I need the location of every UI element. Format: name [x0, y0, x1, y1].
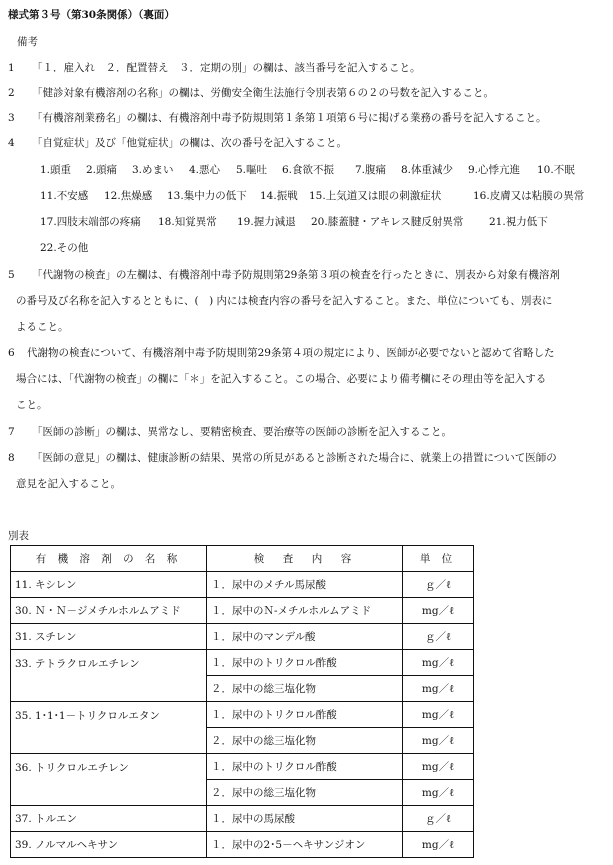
table-row — [11, 702, 474, 728]
table-row — [11, 598, 474, 624]
unit-cell: mg／ℓ — [403, 702, 474, 728]
note-text: 「自覚症状」及び「他覚症状」の欄は、次の番号を記入すること。 — [32, 137, 347, 149]
symptom-item: 21.視力低下 — [489, 216, 548, 228]
section-title: 備考 — [17, 36, 38, 48]
note-text: 代謝物の検査について、有機溶剤中毒予防規則第29条第４項の規定により、医師が必要でないと認めて省略した — [27, 347, 555, 359]
note-text: 「１．雇入れ ２．配置替え ３．定期の別」の欄は、該当番号を記入すること。 — [32, 62, 421, 74]
table-row — [11, 624, 474, 650]
note-number: 5 — [8, 269, 15, 281]
symptom-item: 1.頭重 — [40, 164, 72, 176]
note-text: こと。 — [16, 399, 48, 411]
form-title: 様式第３号（第30条関係）（裏面） — [8, 9, 175, 21]
symptom-item: 6.食欲不振 — [282, 164, 335, 176]
symptom-item: 10.不眠 — [537, 164, 575, 176]
test-item: １．尿中のＮ-メチルホルムアミド — [207, 598, 403, 624]
note-text: 「医師の診断」の欄は、異常なし、要精密検査、要治療等の医師の診断を記入すること。 — [32, 426, 452, 438]
symptom-item: 9.心悸亢進 — [468, 164, 521, 176]
note-number: 7 — [8, 426, 15, 438]
test-item: １．尿中のトリクロル酢酸 — [207, 650, 403, 676]
note-number: 6 — [8, 347, 15, 359]
solvent-name: 39. ノルマルヘキサン — [11, 832, 207, 858]
solvent-name: 30. Ｎ・Ｎ－ジメチルホルムアミド — [11, 598, 207, 624]
unit-cell: mg／ℓ — [403, 832, 474, 858]
note-text: 意見を記入すること。 — [16, 478, 121, 490]
symptom-item: 3.めまい — [132, 164, 174, 176]
test-item: １．尿中の馬尿酸 — [207, 806, 403, 832]
test-item: ２．尿中の総三塩化物 — [207, 676, 403, 702]
symptom-item: 15.上気道又は眼の刺激症状 — [309, 190, 442, 202]
symptom-item: 4.悪心 — [189, 164, 221, 176]
unit-cell: mg／ℓ — [403, 754, 474, 780]
symptom-item: 22.その他 — [40, 242, 89, 254]
table-row — [11, 832, 474, 858]
unit-cell: mg／ℓ — [403, 728, 474, 754]
note-number: 1 — [8, 62, 15, 74]
table-header-row — [11, 546, 474, 572]
solvent-name: 37. トルエン — [11, 806, 207, 832]
note-number: 8 — [8, 452, 15, 464]
symptom-item: 17.四肢末端部の疼痛 — [40, 216, 141, 228]
note-text: の番号及び名称を記入するとともに、( ) 内には検査内容の番号を記入すること。また、単位についても、別表に — [16, 295, 553, 307]
symptom-item: 11.不安感 — [40, 190, 89, 202]
table-row — [11, 572, 474, 598]
unit-cell: ｇ／ℓ — [403, 806, 474, 832]
column-header-test: 検 査 内 容 — [207, 546, 403, 572]
unit-cell: ｇ／ℓ — [403, 624, 474, 650]
symptom-item: 19.握力減退 — [237, 216, 296, 228]
note-text: 場合には、「代謝物の検査」の欄に「＊」を記入すること。この場合、必要により備考欄にその理由等を記入する — [16, 373, 547, 385]
column-header-solvent: 有 機 溶 剤 の 名 称 — [11, 546, 207, 572]
symptom-item: 13.集中力の低下 — [167, 190, 247, 202]
unit-cell: mg／ℓ — [403, 780, 474, 806]
unit-cell: ｇ／ℓ — [403, 572, 474, 598]
test-item: ２．尿中の総三塩化物 — [207, 728, 403, 754]
table-row — [11, 754, 474, 780]
note-text: 「健診対象有機溶剤の名称」の欄は、労働安全衛生法施行令別表第６の２の号数を記入すること。 — [32, 87, 494, 99]
unit-cell: mg／ℓ — [403, 598, 474, 624]
test-item: １．尿中の2･5－ヘキサンジオン — [207, 832, 403, 858]
symptom-item: 5.嘔吐 — [236, 164, 268, 176]
solvent-name: 33. テトラクロルエチレン — [11, 650, 207, 702]
symptom-item: 12.焦燥感 — [104, 190, 153, 202]
note-text: 「代謝物の検査」の左欄は、有機溶剤中毒予防規則第29条第３項の検査を行ったときに、別表から対象有機溶剤 — [32, 269, 560, 281]
solvent-name: 11. キシレン — [11, 572, 207, 598]
note-number: 2 — [8, 87, 15, 99]
table-row — [11, 806, 474, 832]
note-text: 「有機溶剤業務名」の欄は、有機溶剤中毒予防規則第１条第１項第６号に掲げる業務の番号を記入すること。 — [32, 112, 547, 124]
note-number: 4 — [8, 137, 15, 149]
table-row — [11, 650, 474, 676]
note-number: 3 — [8, 112, 15, 124]
column-header-unit: 単 位 — [403, 546, 474, 572]
unit-cell: mg／ℓ — [403, 676, 474, 702]
unit-cell: mg／ℓ — [403, 650, 474, 676]
test-item: １．尿中のトリクロル酢酸 — [207, 702, 403, 728]
solvent-name: 36. トリクロルエチレン — [11, 754, 207, 806]
symptom-item: 18.知覚異常 — [158, 216, 217, 228]
note-text: 「医師の意見」の欄は、健康診断の結果、異常の所見があると診断された場合に、就業上の措置について医師の — [32, 452, 557, 464]
test-item: ２．尿中の総三塩化物 — [207, 780, 403, 806]
symptom-item: 20.膝蓋腱・アキレス腱反射異常 — [311, 216, 464, 228]
symptom-item: 16.皮膚又は粘膜の異常 — [473, 190, 585, 202]
symptom-item: 2.頭痛 — [86, 164, 118, 176]
test-item: １．尿中のメチル馬尿酸 — [207, 572, 403, 598]
test-item: １．尿中のマンデル酸 — [207, 624, 403, 650]
appendix-title: 別表 — [8, 530, 29, 542]
note-text: よること。 — [16, 321, 69, 333]
solvent-name: 35. 1･1･1－トリクロルエタン — [11, 702, 207, 754]
appendix-table — [10, 545, 474, 858]
symptom-item: 14.振戦 — [260, 190, 298, 202]
symptom-item: 8.体重減少 — [401, 164, 454, 176]
symptom-item: 7.腹痛 — [355, 164, 387, 176]
solvent-name: 31. スチレン — [11, 624, 207, 650]
test-item: １．尿中のトリクロル酢酸 — [207, 754, 403, 780]
